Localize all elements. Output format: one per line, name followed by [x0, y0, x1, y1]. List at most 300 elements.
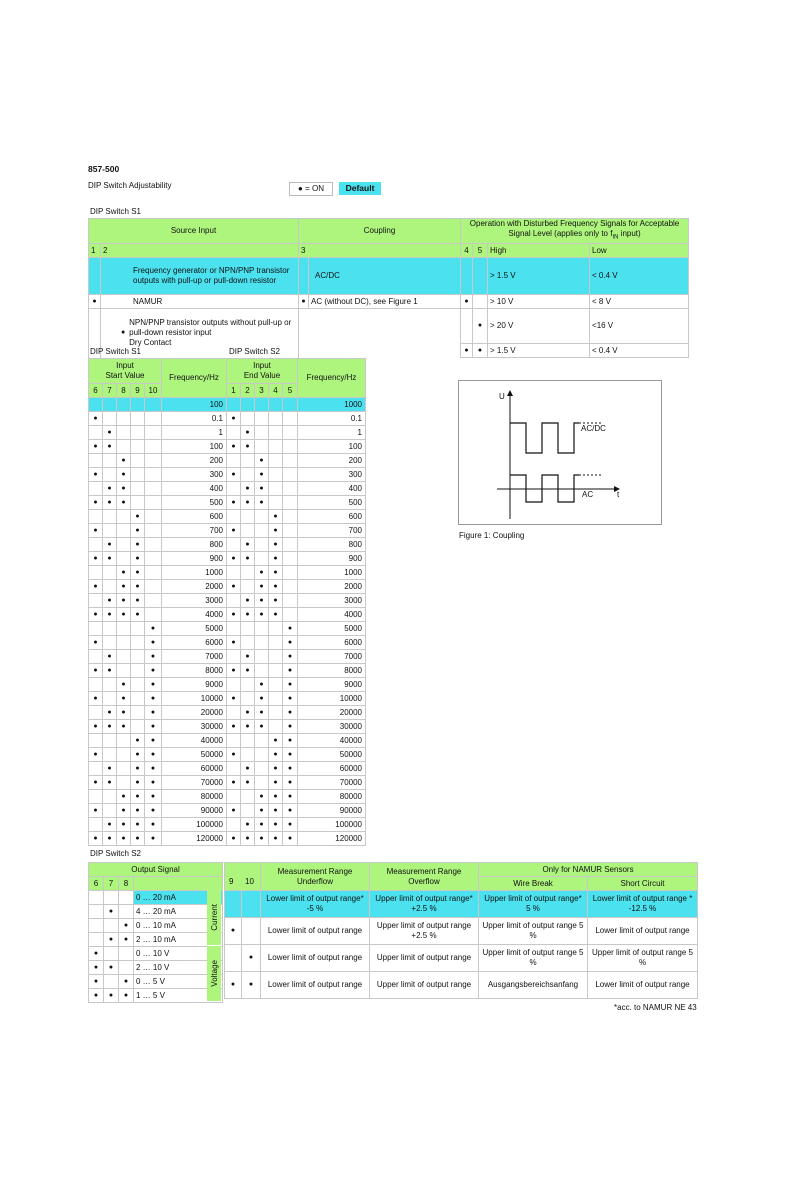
freq-row — [227, 692, 366, 706]
voltage-group-label: Voltage — [207, 946, 221, 1001]
dip-dot — [255, 776, 269, 790]
dip-dot: ● — [145, 734, 162, 748]
dip-dot — [117, 524, 131, 538]
freq-row — [227, 636, 366, 650]
dip-dot: ● — [119, 989, 134, 1003]
dip-dot: ● — [227, 664, 241, 678]
frequency-value: 500 — [298, 496, 366, 510]
measurement-range-table — [224, 862, 698, 999]
dip-dot: ● — [145, 790, 162, 804]
dip-dot: ● — [89, 608, 103, 622]
freq-row — [89, 832, 227, 846]
dip-dot — [117, 398, 131, 412]
col-num: 7 — [104, 877, 119, 891]
signal-range: 4 … 20 mA — [134, 905, 223, 919]
t-label: t — [617, 490, 620, 499]
dip-dot: ● — [269, 734, 283, 748]
frequency-value: 80000 — [162, 790, 227, 804]
dip-dot: ● — [283, 664, 298, 678]
col-num: 3 — [255, 384, 269, 398]
dip-dot: ● — [103, 496, 117, 510]
coupling-row: AC (without DC), see Figure 1 — [309, 295, 461, 309]
op-high: > 20 V — [488, 309, 590, 344]
dip-dot — [283, 496, 298, 510]
dip-dot: ● — [89, 947, 104, 961]
frequency-value: 10000 — [162, 692, 227, 706]
signal-range: 2 … 10 mA — [134, 933, 223, 947]
dip-dot: ● — [117, 678, 131, 692]
col-num: 3 — [299, 244, 461, 258]
freq-row — [89, 538, 227, 552]
short-circuit-header: Short Circuit — [588, 877, 698, 891]
col-9: 9 — [229, 877, 234, 886]
measurement-row — [225, 945, 698, 972]
dip-dot: ● — [131, 832, 145, 846]
s1-label: DIP Switch S1 — [90, 207, 141, 216]
frequency-value: 3000 — [298, 594, 366, 608]
freq-row — [227, 678, 366, 692]
signal-range: 1 … 5 V — [134, 989, 223, 1003]
dip-dot: ● — [131, 790, 145, 804]
dip-dot — [227, 678, 241, 692]
freq-row — [227, 720, 366, 734]
frequency-value: 7000 — [298, 650, 366, 664]
dip-dot: ● — [269, 748, 283, 762]
op-low: <16 V — [590, 309, 689, 344]
dip-dot: ● — [145, 706, 162, 720]
dip-dot: ● — [255, 832, 269, 846]
dip-dot: ● — [104, 961, 119, 975]
op-high: > 10 V — [488, 295, 590, 309]
freq-row — [89, 608, 227, 622]
freq-row — [227, 650, 366, 664]
dip-dot — [241, 398, 255, 412]
dip-dot — [255, 636, 269, 650]
dip-dot: ● — [241, 496, 255, 510]
underflow-value: Lower limit of output range — [261, 945, 370, 972]
dip-dot — [227, 734, 241, 748]
dip-dot — [283, 594, 298, 608]
freq-row — [89, 412, 227, 426]
frequency-value: 1 — [298, 426, 366, 440]
frequency-value: 5000 — [162, 622, 227, 636]
dip-dot — [89, 482, 103, 496]
frequency-value: 400 — [162, 482, 227, 496]
dip-dot — [269, 440, 283, 454]
frequency-value: 500 — [162, 496, 227, 510]
dip-dot — [227, 426, 241, 440]
dip-dot — [119, 961, 134, 975]
coupling-row: AC/DC — [309, 258, 461, 295]
dip-dot — [89, 818, 103, 832]
dip-dot: ● — [117, 804, 131, 818]
operation-header: Operation with Disturbed Frequency Signals for Acceptable Signal Level (applies only to $f_{IN}$ input) — [461, 219, 689, 244]
overflow-header: Measurement Range Overflow — [370, 863, 479, 891]
dip-dot — [117, 664, 131, 678]
dip-dot — [225, 891, 242, 918]
frequency-value: 30000 — [162, 720, 227, 734]
dip-dot: ● — [145, 678, 162, 692]
dip-dot — [117, 650, 131, 664]
overflow-value: Upper limit of output range* +2.5 % — [370, 891, 479, 918]
frequency-value: 1000 — [298, 398, 366, 412]
col-num: 4 — [461, 244, 473, 258]
freq-row — [89, 692, 227, 706]
freq-row — [227, 580, 366, 594]
dip-dot — [227, 594, 241, 608]
dip-dot — [131, 496, 145, 510]
freq-row — [227, 552, 366, 566]
frequency-value: 100 — [298, 440, 366, 454]
freq-row — [227, 832, 366, 846]
wire-break-header: Wire Break — [479, 877, 588, 891]
dip-dot: ● — [117, 566, 131, 580]
dip-dot: ● — [255, 566, 269, 580]
dip-dot: ● — [119, 933, 134, 947]
dip-dot — [131, 678, 145, 692]
dip-dot — [131, 482, 145, 496]
dip-dot: ● — [145, 720, 162, 734]
dip-dot — [241, 636, 255, 650]
frequency-value: 60000 — [298, 762, 366, 776]
dip-dot: ● — [283, 622, 298, 636]
freq-row — [89, 748, 227, 762]
freq-row — [227, 594, 366, 608]
op-low: < 0.4 V — [590, 258, 689, 295]
start-value-header: Input Start Value — [89, 359, 162, 384]
dip-dot — [117, 510, 131, 524]
dip-dot: ● — [145, 692, 162, 706]
freq-row — [89, 636, 227, 650]
short-circuit-value: Lower limit of output range * -12.5 % — [588, 891, 698, 918]
dip-dot: ● — [103, 650, 117, 664]
dip-dot — [227, 818, 241, 832]
dip-dot: ● — [269, 524, 283, 538]
output-signal-row — [89, 947, 223, 961]
freq-row — [227, 566, 366, 580]
dip-dot: ● — [227, 832, 241, 846]
dip-dot — [241, 566, 255, 580]
freq-row — [89, 622, 227, 636]
freq-row — [89, 468, 227, 482]
dip-dot: ● — [89, 468, 103, 482]
dip-dot — [89, 933, 104, 947]
col-num: 8 — [117, 384, 131, 398]
dip-dot: ● — [119, 975, 134, 989]
dip-dot: ● — [255, 608, 269, 622]
dip-dot — [117, 748, 131, 762]
dip-dot: ● — [89, 748, 103, 762]
dip-dot: ● — [117, 496, 131, 510]
dip-dot: ● — [117, 468, 131, 482]
dip-dot — [89, 622, 103, 636]
freq-row — [227, 398, 366, 412]
dip-dot: ● — [131, 580, 145, 594]
dip-dot: ● — [145, 776, 162, 790]
dip-dot: ● — [145, 636, 162, 650]
col-num: 1 — [89, 244, 101, 258]
dip-dot — [131, 692, 145, 706]
dip-dot: ● — [461, 295, 473, 309]
dip-dot — [255, 552, 269, 566]
current-group-label: Current — [207, 890, 221, 945]
dip-dot: ● — [269, 552, 283, 566]
freq-row — [89, 804, 227, 818]
dip-dot — [227, 482, 241, 496]
col-num: 6 — [89, 877, 104, 891]
dip-dot — [103, 454, 117, 468]
frequency-value: 30000 — [298, 720, 366, 734]
dip-dot — [283, 426, 298, 440]
dip-dot: ● — [131, 748, 145, 762]
wire-break-value: Upper limit of output range 5 % — [479, 945, 588, 972]
short-circuit-value: Upper limit of output range 5 % — [588, 945, 698, 972]
dip-dot — [255, 524, 269, 538]
freq-row — [89, 664, 227, 678]
dip-dot — [131, 622, 145, 636]
frequency-value: 600 — [162, 510, 227, 524]
dip-dot — [461, 309, 473, 344]
dip-dot: ● — [227, 412, 241, 426]
dip-dot — [117, 440, 131, 454]
measurement-row — [225, 891, 698, 918]
frequency-value: 7000 — [162, 650, 227, 664]
dip-dot: ● — [241, 482, 255, 496]
product-code: 857-500 — [88, 164, 120, 174]
frequency-value: 700 — [298, 524, 366, 538]
acdc-waveform — [510, 423, 579, 453]
acdc-label: AC/DC — [581, 424, 606, 433]
dip-dot: ● — [269, 538, 283, 552]
dip-dot: ● — [131, 776, 145, 790]
frequency-value: 9000 — [162, 678, 227, 692]
frequency-value: 200 — [298, 454, 366, 468]
dip-dot — [104, 975, 119, 989]
end-value-table — [226, 358, 366, 846]
freq-row — [227, 468, 366, 482]
overflow-value: Upper limit of output range +2.5 % — [370, 918, 479, 945]
dip-dot: ● — [241, 426, 255, 440]
dip-dot: ● — [225, 918, 242, 945]
frequency-value: 40000 — [162, 734, 227, 748]
dip-dot: ● — [241, 762, 255, 776]
dip-dot — [241, 580, 255, 594]
dip-dot: ● — [103, 608, 117, 622]
dip-dot — [145, 608, 162, 622]
dip-dot: ● — [131, 818, 145, 832]
dip-dot: ● — [227, 776, 241, 790]
dip-dot — [117, 636, 131, 650]
dip-dot — [145, 482, 162, 496]
dip-dot — [242, 918, 261, 945]
dip-dot: ● — [241, 832, 255, 846]
dip-dot — [131, 720, 145, 734]
dip-dot — [227, 454, 241, 468]
dip-dot: ● — [103, 776, 117, 790]
frequency-header: Frequency/Hz — [298, 359, 366, 398]
dip-dot — [241, 748, 255, 762]
output-signal-table — [88, 862, 223, 1003]
dip-dot — [227, 706, 241, 720]
s1-table — [88, 218, 689, 358]
dip-dot: ● — [283, 650, 298, 664]
dip-dot: ● — [117, 454, 131, 468]
dip-dot — [89, 538, 103, 552]
frequency-value: 20000 — [162, 706, 227, 720]
dip-dot — [241, 678, 255, 692]
dip-dot: ● — [255, 804, 269, 818]
dip-dot — [145, 552, 162, 566]
dip-dot: ● — [131, 552, 145, 566]
dip-dot — [241, 734, 255, 748]
dip-dot — [255, 762, 269, 776]
dip-dot — [269, 664, 283, 678]
dip-dot — [255, 440, 269, 454]
col-10: 10 — [245, 877, 254, 886]
dip-dot — [103, 524, 117, 538]
dip-dot — [103, 636, 117, 650]
dip-dot: ● — [269, 776, 283, 790]
freq-row — [227, 440, 366, 454]
frequency-value: 70000 — [162, 776, 227, 790]
dip-dot — [103, 748, 117, 762]
frequency-value: 120000 — [162, 832, 227, 846]
dip-dot: ● — [283, 692, 298, 706]
dip-dot: ● — [227, 468, 241, 482]
dip-dot — [283, 566, 298, 580]
dip-dot: ● — [255, 580, 269, 594]
dip-dot: ● — [131, 594, 145, 608]
short-circuit-value: Lower limit of output range — [588, 972, 698, 999]
dip-dot — [117, 622, 131, 636]
frequency-value: 100000 — [298, 818, 366, 832]
dip-dot: ● — [131, 524, 145, 538]
dip-dot: ● — [283, 818, 298, 832]
dip-dot: ● — [269, 832, 283, 846]
frequency-value: 800 — [298, 538, 366, 552]
freq-row — [89, 454, 227, 468]
end-value-header: Input End Value — [227, 359, 298, 384]
dip-dot: ● — [227, 692, 241, 706]
dip-dot — [227, 510, 241, 524]
col-num: 7 — [103, 384, 117, 398]
freq-row — [227, 496, 366, 510]
u-label: U — [499, 392, 505, 401]
dip-dot — [117, 776, 131, 790]
signal-range: 2 … 10 V — [134, 961, 223, 975]
dip-dot — [283, 524, 298, 538]
freq-row — [227, 762, 366, 776]
frequency-value: 1 — [162, 426, 227, 440]
dip-dot: ● — [89, 636, 103, 650]
freq-row — [89, 650, 227, 664]
dip-dot — [283, 538, 298, 552]
dip-dot: ● — [103, 762, 117, 776]
dip-dot: ● — [89, 720, 103, 734]
dip-dot: ● — [117, 720, 131, 734]
wire-break-value: Upper limit of output range* 5 % — [479, 891, 588, 918]
dip-dot: ● — [145, 762, 162, 776]
dip-dot: ● — [269, 818, 283, 832]
dip-dot: ● — [283, 832, 298, 846]
dip-dot: ● — [103, 832, 117, 846]
freq-row — [227, 454, 366, 468]
dip-dot — [283, 468, 298, 482]
dip-dot: ● — [117, 818, 131, 832]
frequency-value: 50000 — [298, 748, 366, 762]
dip-dot: ● — [241, 538, 255, 552]
output-signal-row — [89, 933, 223, 947]
freq-row — [89, 426, 227, 440]
frequency-value: 700 — [162, 524, 227, 538]
dip-dot — [255, 510, 269, 524]
dip-dot — [131, 664, 145, 678]
dip-dot — [227, 538, 241, 552]
dip-dot: ● — [283, 804, 298, 818]
output-signal-row — [89, 975, 223, 989]
freq-row — [89, 398, 227, 412]
freq-row — [227, 622, 366, 636]
frequency-value: 40000 — [298, 734, 366, 748]
signal-range: 0 … 10 mA — [134, 919, 223, 933]
dip-dot: ● — [269, 594, 283, 608]
dip-dot: ● — [119, 919, 134, 933]
dip-dot: ● — [269, 804, 283, 818]
dip-dot — [255, 748, 269, 762]
output-signal-row — [89, 989, 223, 1003]
freq-row — [89, 566, 227, 580]
freq-row — [89, 776, 227, 790]
dip-dot — [131, 706, 145, 720]
overflow-value: Upper limit of output range — [370, 972, 479, 999]
dip-dot: ● — [269, 510, 283, 524]
dip-dot — [283, 608, 298, 622]
measurement-row — [225, 918, 698, 945]
dip-dot: ● — [103, 482, 117, 496]
dip-dot: ● — [227, 720, 241, 734]
dip-dot: ● — [89, 832, 103, 846]
frequency-header: Frequency/Hz — [162, 359, 227, 398]
dip-dot — [255, 412, 269, 426]
dip-dot: ● — [255, 678, 269, 692]
col-num: 6 — [89, 384, 103, 398]
dip-dot: ● — [103, 720, 117, 734]
dip-dot: ● — [103, 664, 117, 678]
dip-dot: ● — [103, 706, 117, 720]
frequency-value: 6000 — [298, 636, 366, 650]
dip-dot — [131, 412, 145, 426]
dip-dot — [241, 790, 255, 804]
dip-dot: ● — [89, 664, 103, 678]
freq-row — [89, 524, 227, 538]
frequency-value: 90000 — [298, 804, 366, 818]
dip-dot — [131, 426, 145, 440]
op-high: > 1.5 V — [488, 344, 590, 358]
dip-dot: ● — [227, 552, 241, 566]
signal-range: 0 … 5 V — [134, 975, 223, 989]
dip-dot — [145, 594, 162, 608]
dip-dot: ● — [461, 344, 473, 358]
dip-dot — [117, 412, 131, 426]
dip-dot — [89, 510, 103, 524]
dip-dot: ● — [241, 776, 255, 790]
op-low: < 8 V — [590, 295, 689, 309]
dip-dot — [227, 762, 241, 776]
dip-dot: ● — [299, 295, 309, 309]
dip-dot: ● — [89, 989, 104, 1003]
dip-dot — [145, 440, 162, 454]
frequency-value: 4000 — [162, 608, 227, 622]
